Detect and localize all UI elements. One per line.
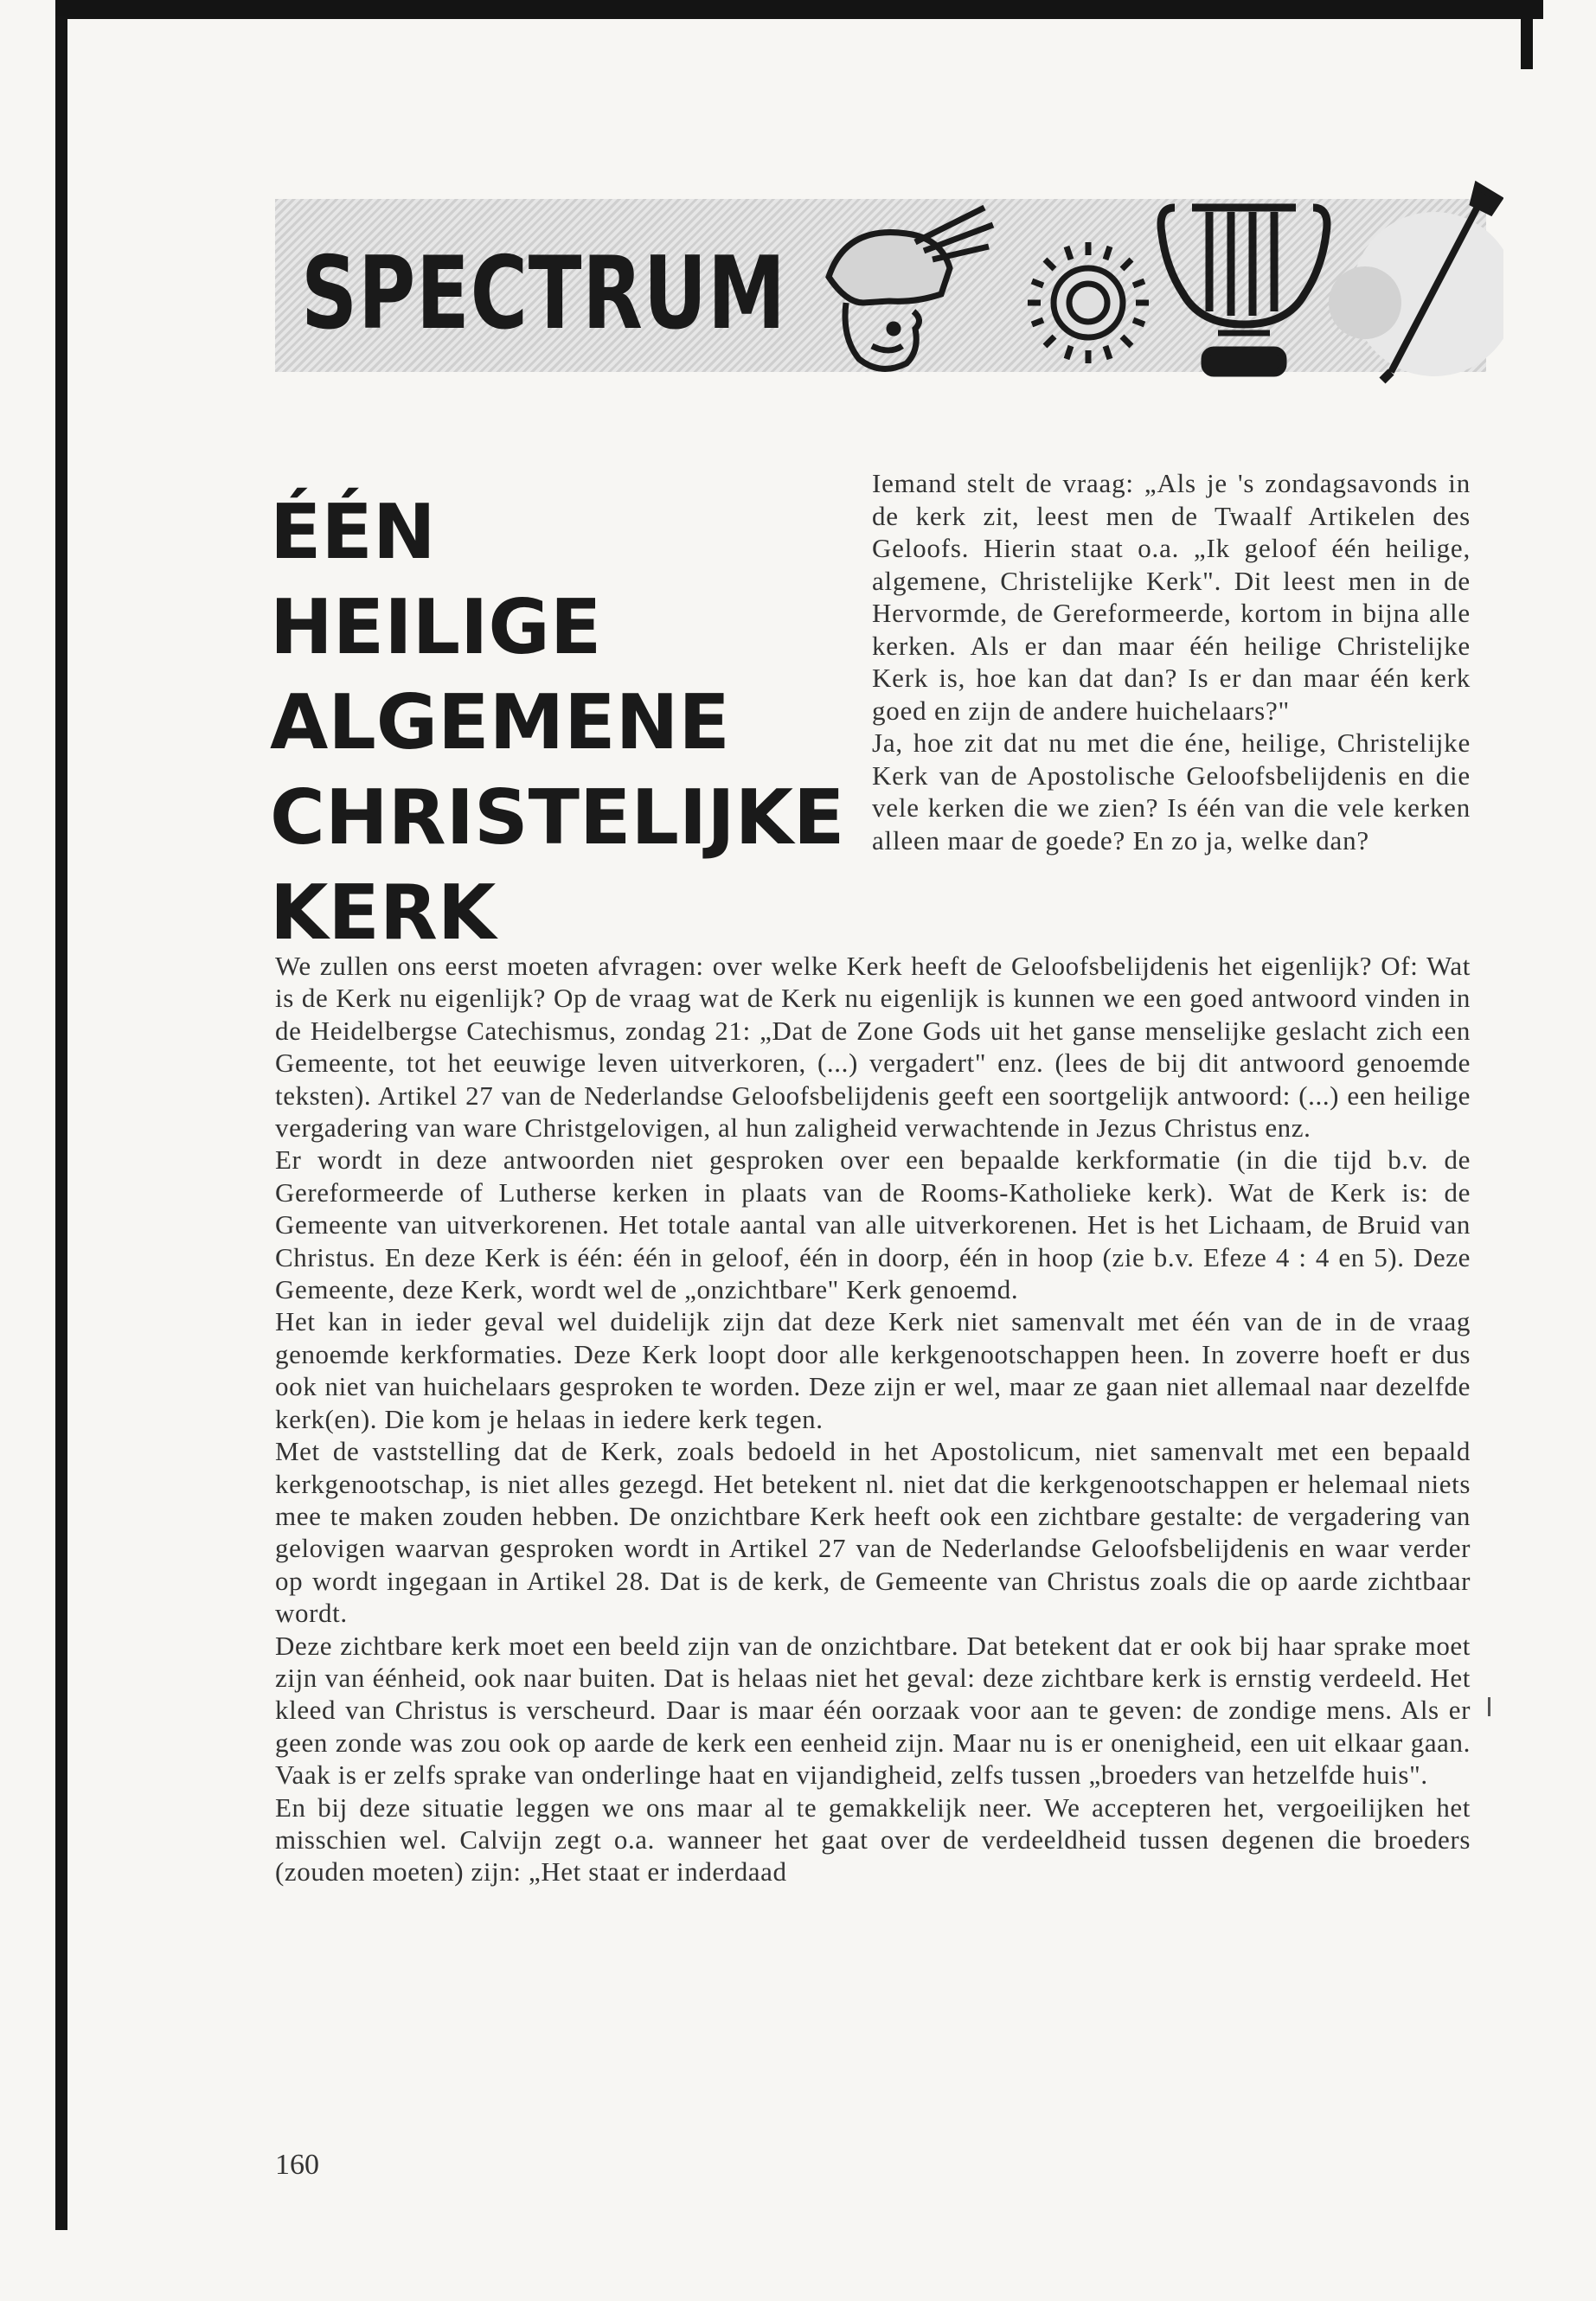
body-paragraph-1: We zullen ons eerst moeten afvragen: over welke Kerk heeft de Geloofsbelijdenis het eigenlijk? Of: Wat is de Kerk nu eigenlijk? Op de vraag wat de Kerk nu eigenlijk is kunnen we een goed antwoord vinden in de Heidelbergse Catechismus, zondag 21: „Dat de Zone Gods uit het ganse menselijke geslacht zich een Gemeente, tot het eeuwige leven uitverkoren, (...) vergadert" enz. (lees de bij dit antwoord genoemde teksten). Artikel 27 van de Nederlandse Geloofsbelijdenis geeft een soortgelijk antwoord: (...) een heilige vergadering van ware Christgelovigen, al hun zaligheid verwachtende in Jezus Christus enz.	[275, 951, 1471, 1144]
spectrum-banner	[275, 173, 1503, 405]
body-paragraph-2: Er wordt in deze antwoorden niet gesproken over een bepaalde kerkformatie (in die tijd b.v. de Gereformeerde of Lutherse kerken in plaats van de Rooms-Katholieke kerk). Wat de Kerk is: de Gemeente van uitverkorenen. Het totale aantal van alle uitverkorenen. Het is het Lichaam, de Bruid van Christus. En deze Kerk is één: één in geloof, één in doorp, één in hoop (zie b.v. Efeze 4 : 4 en 5). Deze Gemeente, deze Kerk, wordt wel de „onzichtbare" Kerk genoemd.	[275, 1144, 1471, 1305]
margin-mark	[1488, 1697, 1490, 1716]
body-paragraph-3: Het kan in ieder geval wel duidelijk zijn dat deze Kerk niet samenvalt met één van de in de vraag genoemde kerkformaties. Deze Kerk loopt door alle kerkgenootschappen heen. In zoverre hoeft er dus ook niet van huichelaars gesproken te worden. Deze zijn er wel, maar ze gaan niet allemaal naar dezelfde kerk(en). Die kom je helaas in iedere kerk tegen.	[275, 1306, 1471, 1434]
scan-border-left	[55, 16, 67, 2230]
headline-line-5: KERK	[270, 868, 497, 957]
headline-line-4: CHRISTELIJKE	[270, 773, 845, 862]
record-disc-icon	[1329, 212, 1503, 376]
page-number: 160	[275, 2149, 319, 2181]
scan-border-top	[55, 0, 1543, 19]
intro-answer: Ja, hoe zit dat nu met die éne, heilige, Christelijke Kerk van de Apostolische Geloofsbelijdenis en die vele kerken die we zien? Is één van die vele kerken alleen maar de goede? En zo ja, welke dan?	[872, 727, 1471, 856]
body-paragraph-4: Met de vaststelling dat de Kerk, zoals bedoeld in het Apostolicum, niet samenvalt met een bepaald kerkgenootschap, is niet alles gezegd. Het betekent nl. niet dat die kerkgenootschappen er helemaal niets mee te maken zouden hebben. De onzichtbare Kerk heeft ook een zichtbare gestalte: de vergadering van gelovigen waarvan gesproken wordt in Artikel 27 van de Nederlandse Geloofsbelijdenis en waar verder op wordt ingegaan in Artikel 28. Dat is de kerk, de Gemeente van Christus zoals die op aarde zichtbaar wordt.	[275, 1436, 1471, 1629]
body-paragraph-6: En bij deze situatie leggen we ons maar al te gemakkelijk neer. We accepteren het, vergoeilijken het misschien wel. Calvijn zegt o.a. wanneer het gaat over de verdeeldheid tussen degenen die broeders (zouden moeten) zijn: „Het staat er inderdaad	[275, 1791, 1471, 1888]
article-body	[275, 950, 1471, 1888]
headline-line-1: ÉÉN	[270, 488, 436, 576]
scan-border-right	[1521, 0, 1533, 69]
headline-line-2: HEILIGE	[270, 583, 602, 671]
winged-helmet-head-icon	[829, 208, 993, 369]
banner-title: SPECTRUM	[301, 235, 786, 352]
headline-line-3: ALGEMENE	[270, 678, 730, 766]
body-paragraph-5: Deze zichtbare kerk moet een beeld zijn van de onzichtbare. Dat betekent dat er ook bij haar sprake moet zijn van éénheid, ook naar buiten. Dat is helaas niet het geval: deze zichtbare kerk is ernstig verdeeld. Het kleed van Christus is verscheurd. Daar is maar één oorzaak voor aan te geven: de zondige mens. Als er geen zonde was zou ook op aarde de kerk een eenheid zijn. Maar nu is er onenigheid, een uit elkaar gaan. Vaak is er zelfs sprake van onderlinge haat en vijandigheid, zelfs tussen „broeders van hetzelfde huis".	[275, 1630, 1471, 1791]
lyre-icon	[1161, 208, 1327, 373]
banner-illustration	[811, 173, 1503, 405]
sun-icon	[1028, 242, 1149, 363]
intro-question: Iemand stelt de vraag: „Als je 's zondagsavonds in de kerk zit, leest men de Twaalf Artikelen des Geloofs. Hierin staat o.a. „Ik geloof één heilige, algemene, Christelijke Kerk". Dit leest men in de Hervormde, de Gereformeerde, kortom in bijna alle kerken. Als er dan maar één heilige Christelijke Kerk is, hoe kan dat dan? Is er dan maar één kerk goed en zijn de andere huichelaars?"	[872, 468, 1471, 726]
article-intro	[872, 467, 1471, 856]
article-headline	[270, 484, 858, 960]
